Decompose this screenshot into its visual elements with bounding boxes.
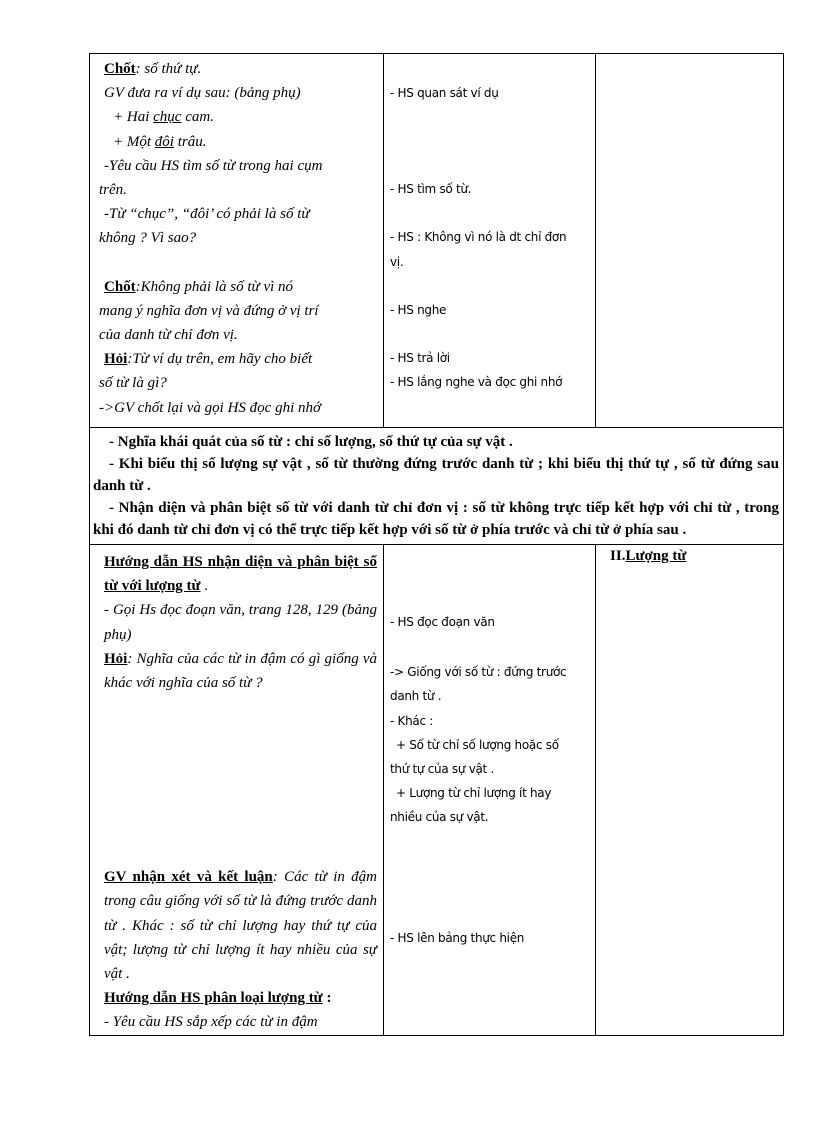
- blank-line: [99, 251, 377, 275]
- student-line: - HS tìm số từ.: [390, 182, 472, 197]
- activity-row-ordinal: [90, 54, 784, 428]
- student-activity-cell: [384, 54, 596, 428]
- student-line: thứ tự của sự vật .: [390, 762, 494, 777]
- student-line: + Lượng từ chỉ lượng ít hay: [396, 786, 552, 801]
- summary-line: - Khi biểu thị số lượng sự vật , số từ thường đứng trước danh từ ; khi biểu thị thứ tự , số từ đứng sau danh từ .: [93, 456, 779, 494]
- student-line: nhiều của sự vật.: [390, 810, 489, 825]
- student-line: -> Giống với số từ : đứng trước: [390, 665, 567, 680]
- section-title: II.Lượng từ: [610, 548, 687, 564]
- summary-line: - Nghĩa khái quát của số từ : chỉ số lượng, số thứ tự của sự vật .: [109, 434, 513, 450]
- teacher-line: ->GV chốt lại và gọi HS đọc ghi nhớ: [99, 399, 321, 416]
- blank-line: [390, 57, 591, 81]
- blank-line: [390, 105, 591, 177]
- teacher-line: - Yêu cầu HS sắp xếp các từ in đậm: [104, 1014, 318, 1031]
- teacher-line: GV đưa ra ví dụ sau: (bảng phụ): [104, 85, 301, 102]
- teacher-line: + Một đôi trâu.: [113, 133, 207, 150]
- teacher-line: Hỏi: Nghĩa của các từ in đậm có gì giống và khác với nghĩa của số từ ?: [104, 650, 377, 692]
- student-line: vị.: [390, 254, 404, 269]
- teacher-line: Hỏi:Từ ví dụ trên, em hãy cho biết: [104, 351, 313, 368]
- student-line: - HS lắng nghe và đọc ghi nhớ: [390, 375, 563, 390]
- teacher-line: -Yêu cầu HS tìm số từ trong hai cụm: [104, 157, 323, 174]
- teacher-line: số từ là gì?: [99, 375, 167, 392]
- summary-cell: [90, 428, 784, 545]
- content-cell: [596, 54, 784, 428]
- blank-line: [390, 634, 591, 660]
- blank-line: [99, 695, 377, 865]
- guide-heading: Hướng dẫn HS phân loại lượng từ :: [104, 990, 332, 1007]
- teacher-activity-cell: [90, 54, 384, 428]
- blank-line: [390, 322, 591, 346]
- teacher-line: của danh từ chỉ đơn vị.: [99, 327, 238, 344]
- blank-line: [390, 274, 591, 298]
- student-line: - HS : Không vì nó là dt chỉ đơn: [390, 230, 567, 245]
- teacher-line: GV nhận xét và kết luận: Các từ in đậm trong câu giống với số từ là đứng trước danh từ . Khác : số từ chỉ lượng hay thứ tự của vật; lượng từ chỉ lượng ít hay nhiều của sự vật .: [104, 869, 377, 983]
- teacher-line: không ? Vì sao?: [99, 230, 197, 247]
- activity-row-quantifier: [90, 545, 784, 1036]
- student-line: danh từ .: [390, 689, 442, 704]
- blank-line: [390, 201, 591, 225]
- teacher-line: trên.: [99, 182, 127, 199]
- guide-heading: Hướng dẫn HS nhận diện và phân biệt số từ với lượng từ .: [104, 554, 377, 595]
- blank-line: [390, 830, 591, 926]
- student-activity-cell: [384, 545, 596, 1036]
- student-line: - HS quan sát ví dụ: [390, 86, 499, 100]
- teacher-line: + Hai chục cam.: [113, 109, 214, 126]
- teacher-activity-cell: [90, 545, 384, 1036]
- teacher-line: - Gọi Hs đọc đoạn văn, trang 128, 129 (bảng phụ): [104, 602, 377, 643]
- student-line: - HS lên bảng thực hiện: [390, 930, 525, 945]
- student-line: - HS trả lời: [390, 351, 450, 366]
- teacher-line: Chốt:Không phải là số từ vì nó: [104, 278, 294, 295]
- summary-row: [90, 428, 784, 545]
- summary-line: - Nhận diện và phân biệt số từ với danh từ chỉ đơn vị : số từ không trực tiếp kết hợp với chỉ từ , trong khi đó danh từ chỉ đơn vị có thể trực tiếp kết hợp với số từ ở phía trước và chỉ từ ở phía sau .: [93, 500, 779, 538]
- teacher-line: Chốt: số thứ tự.: [104, 61, 202, 77]
- lesson-table: [89, 53, 784, 1036]
- teacher-line: -Từ “chục”, “đôi’ có phải là số từ: [104, 206, 310, 223]
- student-line: - HS đọc đoạn văn: [390, 615, 495, 629]
- student-line: + Số từ chỉ số lượng hoặc số: [396, 737, 559, 752]
- teacher-line: mang ý nghĩa đơn vị và đứng ở vị trí: [99, 302, 319, 319]
- content-cell: [596, 545, 784, 1036]
- student-line: - HS nghe: [390, 302, 447, 317]
- student-line: - Khác :: [390, 713, 434, 728]
- blank-line: [390, 550, 591, 610]
